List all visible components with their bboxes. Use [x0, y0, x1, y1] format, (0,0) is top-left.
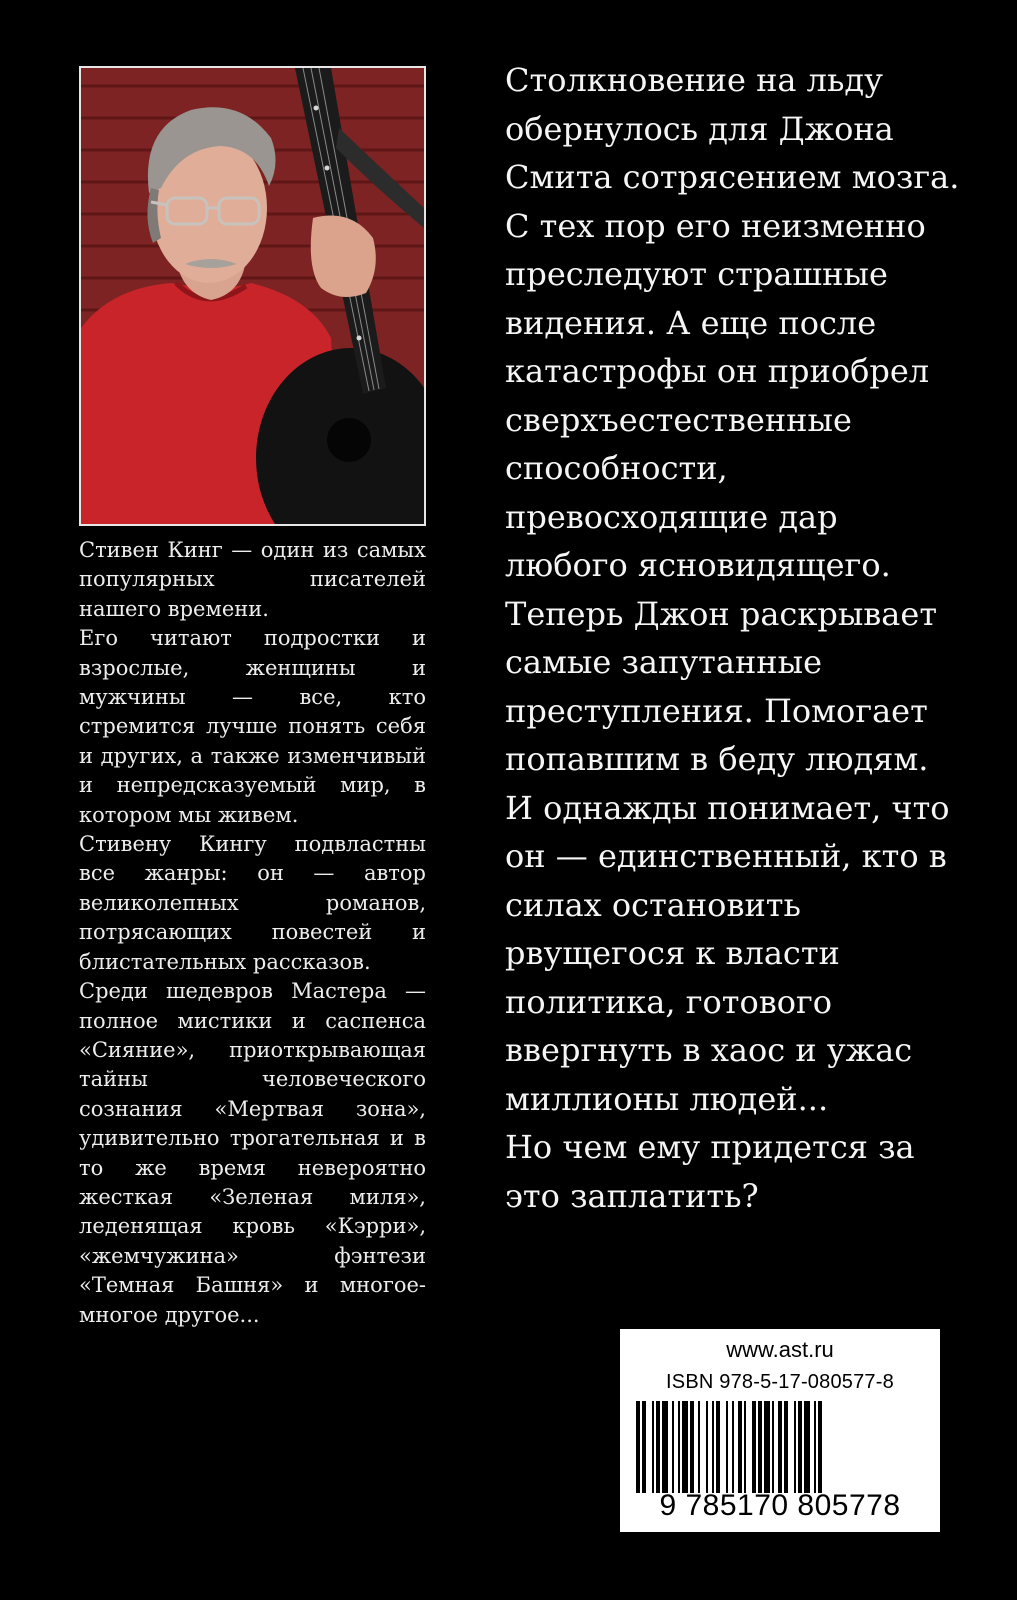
bio-paragraph: Среди шедевров Мастера — полное мистики и саспенса «Сияние», приоткрывающая тайны человеческого сознания «Мертвая зона», удивительно трогательная и в то же время невероятно жесткая «Зеленая миля», леденящая кровь «Кэрри», «жемчужина» фэнтези «Темная Башня» и многое-многое другое... [79, 979, 426, 1327]
publisher-url: www.ast.ru [726, 1337, 834, 1362]
author-photo-illustration [81, 68, 424, 524]
blurb-paragraph: Столкновение на льду обернулось для Джона Смита сотрясением мозга. [505, 61, 960, 196]
blurb-paragraph: С тех пор его неизменно преследуют страшные видения. А еще после катастрофы он приобрел сверхъестественные способности, превосходящие дар любого ясновидящего. [505, 206, 930, 584]
bio-paragraph: Его читают подростки и взрослые, женщины и мужчины — все, кто стремится лучше понять себя и других, а также изменчивый и непредсказуемый мир, в котором мы живем. [79, 626, 426, 827]
author-photo [79, 66, 426, 526]
blurb-paragraph: И однажды понимает, что он — единственный, кто в силах остановить рвущегося к власти политика, готового ввергнуть в хаос и ужас миллионы людей... [505, 788, 950, 1118]
barcode-bars [632, 1401, 928, 1493]
isbn-label: ISBN 978-5-17-080577-8 [666, 1371, 894, 1393]
book-blurb [505, 56, 965, 1220]
bio-paragraph: Стивен Кинг — один из самых популярных писателей нашего времени. [79, 538, 426, 621]
bio-paragraph: Стивену Кингу подвластны все жанры: он — автор великолепных романов, потрясающих повестей и блистательных рассказов. [79, 832, 426, 974]
barcode-digits: 9 785170 805778 [659, 1489, 901, 1522]
author-bio [79, 536, 426, 1330]
blurb-paragraph: Но чем ему придется за это заплатить? [505, 1128, 915, 1215]
blurb-paragraph: Теперь Джон раскрывает самые запутанные преступления. Помогает попавшим в беду людям. [505, 594, 938, 778]
barcode-panel [620, 1329, 940, 1532]
